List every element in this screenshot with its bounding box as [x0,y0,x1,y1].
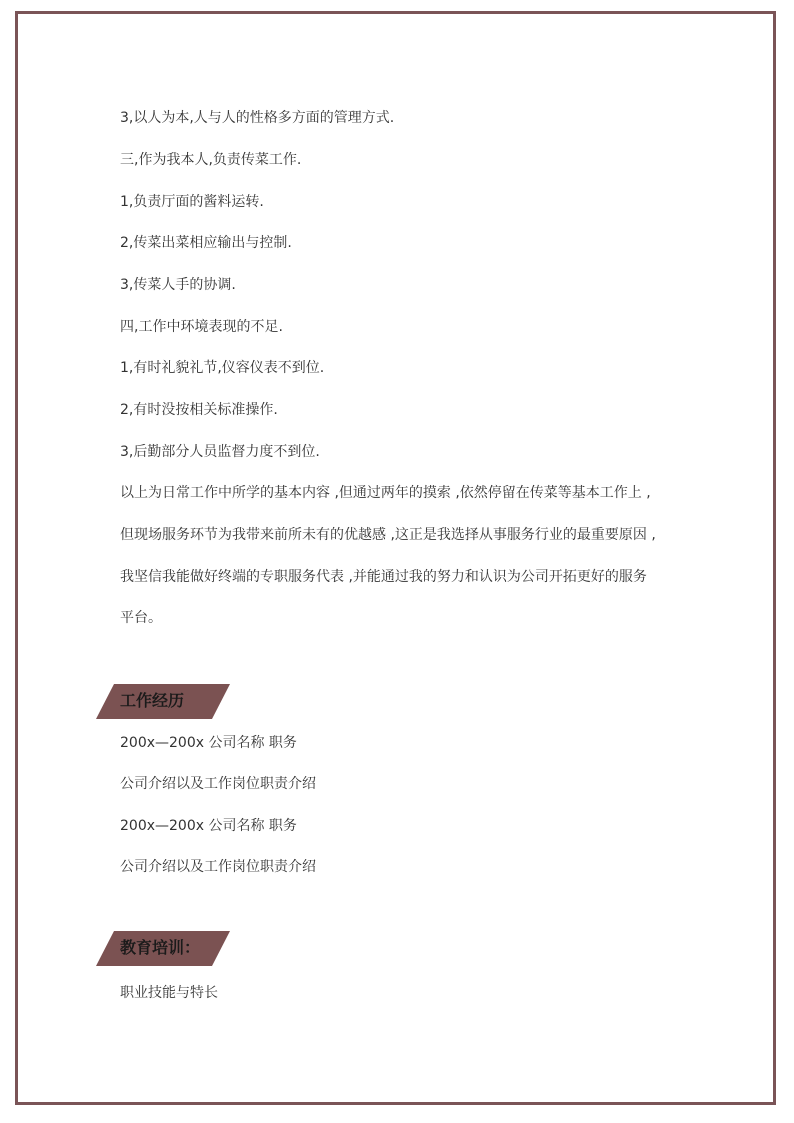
work-entry-line: 公司介绍以及工作岗位职责介绍 [120,859,316,875]
paragraph: 四,工作中环境表现的不足. [120,319,283,335]
paragraph: 3,后勤部分人员监督力度不到位. [120,444,320,460]
section-heading-education [96,931,230,966]
paragraph: 我坚信我能做好终端的专职服务代表 ,并能通过我的努力和认识为公司开拓更好的服务 [120,569,647,585]
paragraph: 2,有时没按相关标准操作. [120,402,278,418]
paragraph: 3,以人为本,人与人的性格多方面的管理方式. [120,110,395,126]
paragraph: 但现场服务环节为我带来前所未有的优越感 ,这正是我选择从事服务行业的最重要原因 , [120,527,656,543]
paragraph: 1,负责厅面的酱料运转. [120,194,264,210]
paragraph: 以上为日常工作中所学的基本内容 ,但通过两年的摸索 ,依然停留在传菜等基本工作上 , [120,485,651,501]
paragraph: 平台。 [120,610,162,626]
section-heading-label: 工作经历 [120,691,185,710]
section-heading-label: 教育培训： [120,938,201,957]
education-line: 职业技能与特长 [120,985,218,1001]
section-heading-work-experience [96,684,230,719]
paragraph: 3,传菜人手的协调. [120,277,236,293]
paragraph: 2,传菜出菜相应输出与控制. [120,235,292,251]
work-entry-line: 公司介绍以及工作岗位职责介绍 [120,776,316,792]
paragraph: 三,作为我本人,负责传菜工作. [120,152,302,168]
work-entry-line: 200x—200x 公司名称 职务 [120,818,297,834]
paragraph: 1,有时礼貌礼节,仪容仪表不到位. [120,360,325,376]
work-entry-line: 200x—200x 公司名称 职务 [120,735,297,751]
